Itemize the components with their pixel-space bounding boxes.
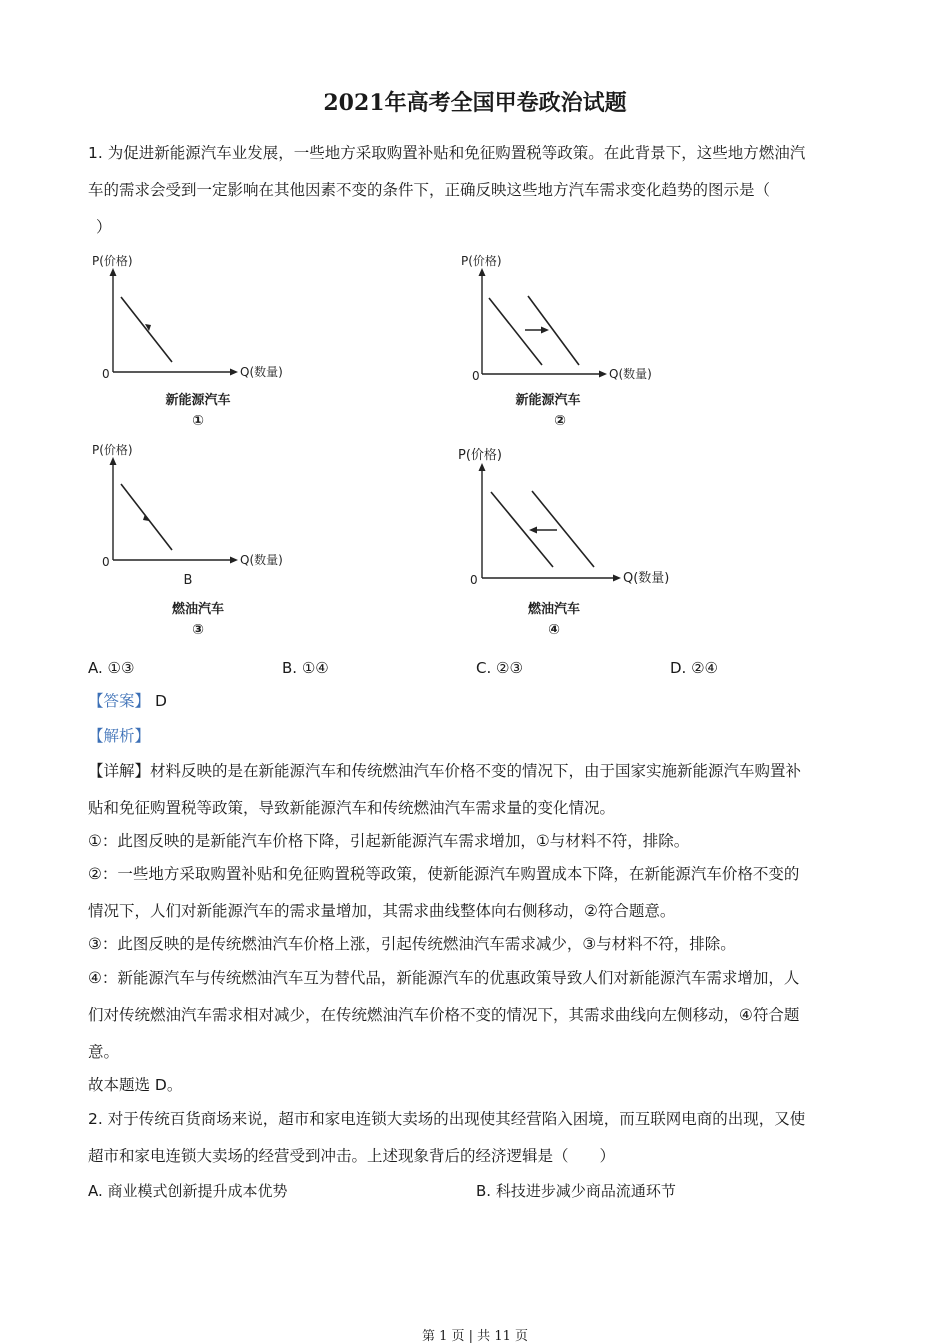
figure-4-y-axis-arrow [479,463,486,471]
figure-2-number: ② [554,413,566,429]
figure-2 [455,248,675,438]
figure-1-x-axis-arrow [230,369,238,376]
figure-1-graph [88,248,308,438]
figure-3-origin: 0 [102,555,110,569]
point-4-line-1: ④：新能源汽车与传统燃油汽车互为替代品，新能源汽车的优惠政策导致人们对新能源汽车需求增加，人 [88,969,800,987]
q1-option-d[interactable]: D. ②④ [670,659,718,677]
q1-stem-line-1: 1. 为促进新能源汽车业发展，一些地方采取购置补贴和免征购置税等政策。在此背景下，这些地方燃油汽 [88,144,806,162]
figure-1-demand-curve [121,297,172,362]
point-1: ①：此图反映的是新能汽车价格下降，引起新能源汽车需求增加，①与材料不符，排除。 [88,832,690,850]
figure-2-x-axis-arrow [599,371,607,378]
figure-2-caption: 新能源汽车 [515,393,581,408]
figure-1-origin: 0 [102,367,110,381]
figure-2-x-axis-label: Q(数量) [609,367,652,381]
figure-3-number: ③ [192,622,204,638]
detail-line-2: 贴和免征购置税等政策，导致新能源汽车和传统燃油汽车需求量的变化情况。 [88,799,616,817]
point-4-line-2: 们对传统燃油汽车需求相对减少，在传统燃油汽车价格不变的情况下，其需求曲线向左侧移动，④符合题 [88,1006,800,1024]
answer-tag: 【答案】 [88,692,151,710]
figure-3-x-axis-arrow [230,557,238,564]
figure-4-number: ④ [548,622,560,638]
figure-4-x-axis-label: Q(数量) [623,571,670,586]
figure-3 [88,437,308,637]
figure-3-graph [88,437,308,637]
q2-option-b[interactable]: B. 科技进步减少商品流通环节 [476,1182,676,1200]
figure-1-y-axis-label: P(价格) [92,254,133,268]
page-title: 2021年高考全国甲卷政治试题 [323,90,627,116]
point-3: ③：此图反映的是传统燃油汽车价格上涨，引起传统燃油汽车需求减少，③与材料不符，排除。 [88,935,736,953]
figure-3-caption: 燃油汽车 [171,602,225,617]
q1-answer-line [88,683,863,720]
figure-4-graph [455,437,695,637]
figure-1 [88,248,308,438]
figure-1-y-axis-arrow [110,268,117,276]
figure-2-origin: 0 [472,369,480,383]
point-2-line-1: ②：一些地方采取购置补贴和免征购置税等政策，使新能源汽车购置成本下降，在新能源汽车价格不变的 [88,865,800,883]
analysis-tag: 【解析】 [88,727,151,745]
figure-1-caption: 新能源汽车 [165,393,231,408]
q1-option-c[interactable]: C. ②③ [476,659,523,677]
figure-4-demand-curve-original [532,491,594,567]
figure-1-number: ① [192,413,204,429]
point-2-line-2: 情况下，人们对新能源汽车的需求量增加，其需求曲线整体向右侧移动，②符合题意。 [88,902,676,920]
figure-2-y-axis-label: P(价格) [461,254,502,268]
q1-option-a[interactable]: A. ①③ [88,659,135,677]
figure-4-origin: 0 [470,573,478,587]
q1-stem-line-2: 车的需求会受到一定影响在其他因素不变的条件下，正确反映这些地方汽车需求变化趋势的图示是（ [88,181,771,199]
detail-line-1 [88,753,863,790]
figure-2-graph [455,248,675,438]
q2-option-a[interactable]: A. 商业模式创新提升成本优势 [88,1182,288,1200]
figure-1-x-axis-label: Q(数量) [240,365,283,379]
figure-3-extra-label: B [183,573,193,588]
conclusion: 故本题选 D。 [88,1076,183,1094]
figure-2-y-axis-arrow [479,268,486,276]
q1-stem-line-3: ） [96,218,112,236]
figure-4 [455,437,695,637]
answer-value: D [154,692,167,710]
figure-3-y-axis-label: P(价格) [92,443,133,457]
q2-stem-line-1: 2. 对于传统百货商场来说，超市和家电连锁大卖场的出现使其经营陷入困境，而互联网电商的出现，又使 [88,1110,806,1128]
figure-3-x-axis-label: Q(数量) [240,553,283,567]
figure-4-y-axis-label: P(价格) [458,448,502,463]
detail-tag: 【详解】 [88,762,151,780]
figure-3-y-axis-arrow [110,457,117,465]
figure-2-demand-curve-original [489,298,542,365]
point-4-line-3: 意。 [88,1043,120,1061]
q1-option-b[interactable]: B. ①④ [282,659,329,677]
figure-4-shift-arrow-head [529,527,537,534]
detail-text-1: 材料反映的是在新能源汽车和传统燃油汽车价格不变的情况下，由于国家实施新能源汽车购置补 [150,762,802,780]
figure-2-shift-arrow-head [541,327,549,334]
figure-4-caption: 燃油汽车 [527,602,581,617]
page-footer: 第 1 页 | 共 11 页 [422,1329,528,1344]
q2-stem-line-2: 超市和家电连锁大卖场的经营受到冲击。上述现象背后的经济逻辑是（ ） [88,1147,616,1165]
figure-4-x-axis-arrow [613,575,621,582]
